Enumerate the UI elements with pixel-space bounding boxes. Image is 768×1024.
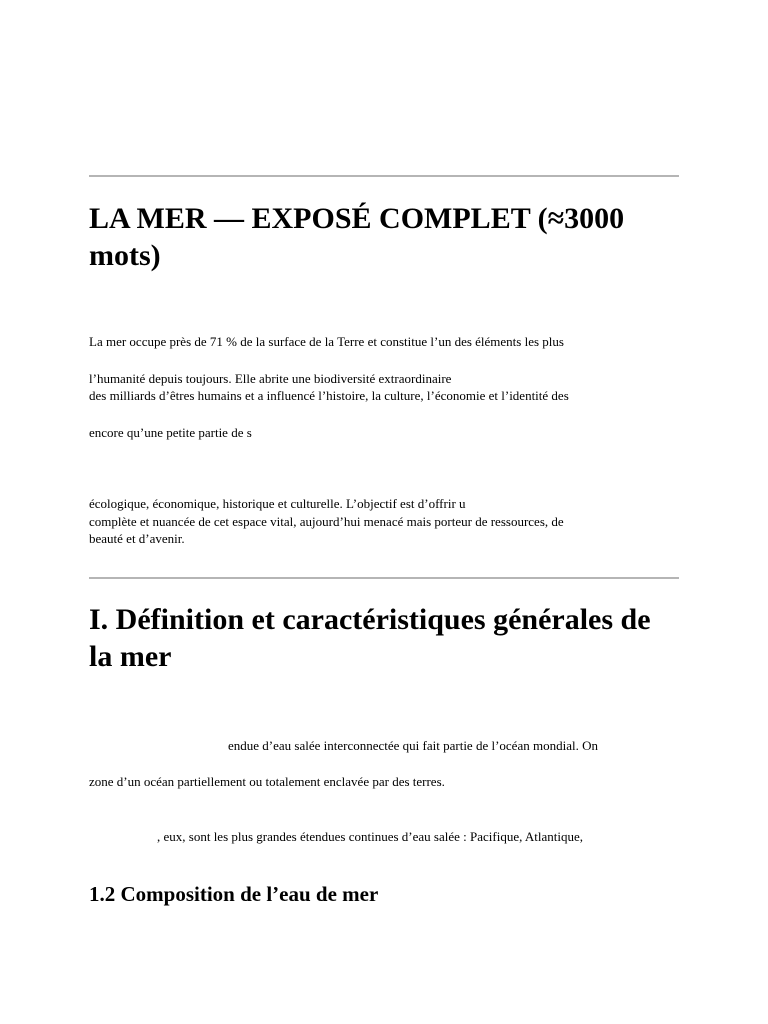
intro-line: beauté et d’avenir.: [89, 531, 185, 546]
document-title-line-2: mots): [89, 239, 161, 272]
section-1-heading-line-1: I. Définition et caractéristiques générales de: [89, 603, 651, 636]
subsection-1-2-heading: 1.2 Composition de l’eau de mer: [89, 882, 379, 906]
intro-line: La mer occupe près de 71 % de la surface de la Terre et constitue l’un des éléments les plus: [89, 334, 564, 349]
section-1-heading-line-2: la mer: [89, 640, 172, 673]
intro-line: écologique, économique, historique et culturelle. L’objectif est d’offrir u: [89, 496, 466, 511]
intro-line: encore qu’une petite partie de s: [89, 425, 252, 440]
section-1-text-line: zone d’un océan partiellement ou totalement enclavée par des terres.: [89, 774, 445, 789]
intro-line: l’humanité depuis toujours. Elle abrite une biodiversité extraordinaire: [89, 371, 452, 386]
intro-line: complète et nuancée de cet espace vital, aujourd’hui menacé mais porteur de ressources, de: [89, 514, 564, 529]
section-1-text-line: endue d’eau salée interconnectée qui fait partie de l’océan mondial. On: [228, 738, 598, 753]
top-divider: [89, 175, 679, 177]
section-divider: [89, 577, 679, 579]
section-1-text-line: , eux, sont les plus grandes étendues continues d’eau salée : Pacifique, Atlantique,: [157, 829, 583, 844]
intro-line: des milliards d’êtres humains et a influencé l’histoire, la culture, l’économie et l’identité des: [89, 388, 569, 403]
document-title-line-1: LA MER — EXPOSÉ COMPLET (≈3000: [89, 202, 625, 235]
